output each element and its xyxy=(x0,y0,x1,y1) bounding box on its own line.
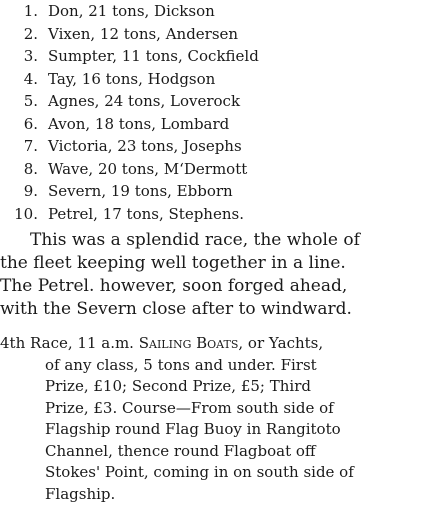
race-heading-suffix: , or Yachts, xyxy=(238,334,324,352)
entry-number: 4. xyxy=(23,69,38,88)
entry-text: Tay, 16 tons, Hodgson xyxy=(48,69,216,88)
entry-number: 8. xyxy=(23,159,38,178)
entry-number: 3. xyxy=(23,47,38,65)
entry-number: 7. xyxy=(23,137,38,155)
race-detail-line: Prize, £3. Course—From south side of xyxy=(45,398,334,417)
entry-text: Avon, 18 tons, Lombard xyxy=(48,114,230,133)
list-item xyxy=(0,68,442,91)
race-detail-line: Flagship. xyxy=(45,484,116,503)
paragraph-line: the fleet keeping well together in a line. xyxy=(0,253,346,273)
list-item xyxy=(0,180,442,203)
paragraph-line: This was a splendid race, the whole of xyxy=(30,230,360,250)
paragraph-line: The Petrel. however, soon forged ahead, xyxy=(0,276,348,296)
list-item xyxy=(0,135,442,158)
entry-text: Wave, 20 tons, M‘Dermott xyxy=(48,159,248,178)
race-detail-line: Prize, £10; Second Prize, £5; Third xyxy=(45,377,311,395)
list-item xyxy=(0,158,442,181)
race-heading-line xyxy=(0,333,442,355)
list-item xyxy=(0,203,442,226)
race-detail-line: of any class, 5 tons and under. First xyxy=(45,355,317,374)
race-report-paragraph xyxy=(0,229,442,321)
entry-text: Agnes, 24 tons, Loverock xyxy=(48,92,241,110)
race-heading-prefix: 4th Race, 11 a.m. xyxy=(0,334,134,352)
entry-number: 10. xyxy=(14,204,38,223)
fourth-race-notice xyxy=(0,333,442,505)
race-detail-line: Stokes' Point, coming in on south side of xyxy=(45,463,354,481)
entry-text: Sumpter, 11 tons, Cockfield xyxy=(48,47,259,65)
entry-text: Petrel, 17 tons, Stephens. xyxy=(48,204,244,223)
list-item xyxy=(0,113,442,136)
race-detail-line: Flagship round Flag Buoy in Rangitoto xyxy=(45,420,341,438)
list-item xyxy=(0,45,442,68)
entry-number: 6. xyxy=(23,114,38,133)
race-class-name: Sailing Boats xyxy=(138,334,239,352)
entry-text: Severn, 19 tons, Ebborn xyxy=(48,182,233,200)
entry-number: 5. xyxy=(23,92,38,110)
list-item xyxy=(0,90,442,113)
entry-text: Don, 21 tons, Dickson xyxy=(48,2,215,20)
list-item xyxy=(0,0,442,23)
entry-text: Vixen, 12 tons, Andersen xyxy=(48,24,239,43)
entry-text: Victoria, 23 tons, Josephs xyxy=(48,137,242,155)
entry-number: 2. xyxy=(23,24,38,43)
entry-number: 1. xyxy=(23,2,38,20)
race-detail-line: Channel, thence round Flagboat off xyxy=(45,441,316,460)
entry-number: 9. xyxy=(23,182,38,200)
yacht-entry-list xyxy=(0,0,442,225)
paragraph-line: with the Severn close after to windward. xyxy=(0,299,352,319)
list-item xyxy=(0,23,442,46)
